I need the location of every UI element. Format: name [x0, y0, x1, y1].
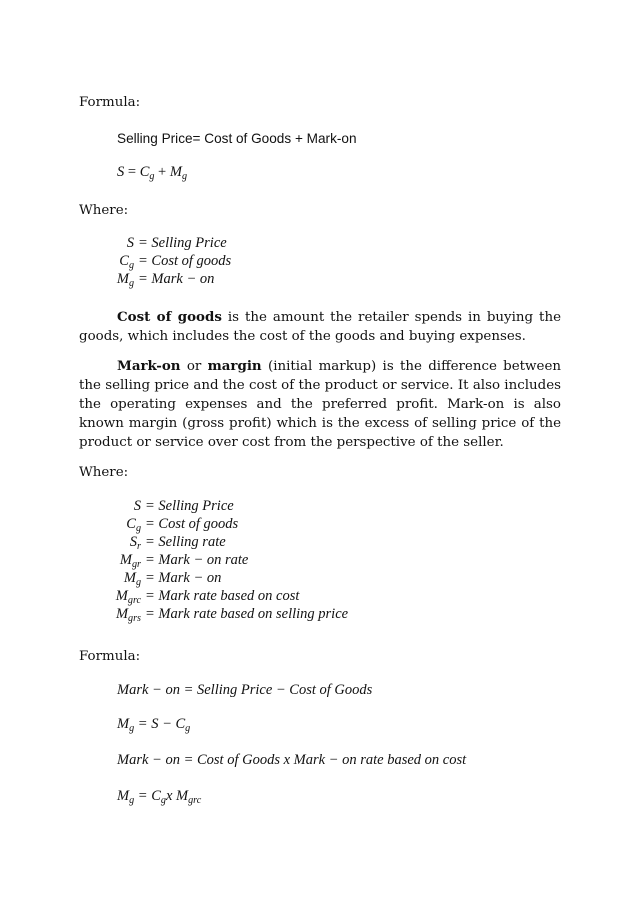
selling-price-equation: $S = C_g + M_g$: [117, 164, 188, 182]
def-symbol: $C_g$: [126, 516, 141, 534]
def-text: = Selling Price: [145, 498, 234, 514]
formula-1: Mark − on = Selling Price − Cost of Goods: [117, 682, 373, 698]
formula-2: $M_g = S - C_g$: [117, 716, 191, 734]
def-row: [0, 253, 134, 271]
def-symbol: S: [133, 498, 141, 514]
formula-3: Mark − on = Cost of Goods x Mark − on rate based on cost: [117, 752, 467, 768]
def-row: [0, 271, 134, 289]
where-label: Where:: [79, 203, 129, 218]
term-markon: Mark-on: [117, 358, 181, 374]
formula-label-2: Formula:: [79, 649, 141, 664]
def-text: = Mark rate based on cost: [145, 588, 300, 604]
def-symbol: $S_r$: [129, 534, 141, 552]
def-text: = Selling rate: [145, 534, 226, 550]
def-text: = Selling Price: [138, 235, 227, 251]
where-label-2: Where:: [79, 465, 129, 480]
def-text: = Mark − on rate: [145, 552, 249, 568]
def-symbol: $M_{gr}$: [119, 552, 141, 570]
formula-label: Formula:: [79, 95, 141, 110]
def-row: [0, 235, 134, 253]
markon-paragraph: Mark-on or margin (initial markup) is the difference between the selling price and the cost of the product or service. It also includes the operating expenses and the preferred profit. Mark-on is also known margin (gross profit) which is the excess of selling price of the product or service over cost from the perspective of the seller.: [79, 358, 561, 450]
def-symbol: $M_g$: [123, 570, 141, 588]
def-text: = Cost of goods: [145, 516, 239, 532]
cost-of-goods-paragraph: Cost of goods is the amount the retailer spends in buying the goods, which includes the cost of the goods and buying expenses.: [79, 309, 561, 344]
def-symbol: $M_{grs}$: [115, 606, 141, 624]
term-cost-of-goods: Cost of goods: [117, 309, 222, 325]
def-symbol: $C_g$: [119, 253, 134, 271]
def-symbol: $M_g$: [116, 271, 134, 289]
def-text: = Cost of goods: [138, 253, 232, 269]
def-symbol: $M_{grc}$: [115, 588, 141, 606]
formula-4: $M_g = C_gx$ $M_{grc}$: [117, 788, 202, 806]
def-text: = Mark rate based on selling price: [145, 606, 349, 622]
def-symbol: S: [126, 235, 134, 251]
def-text: = Mark − on: [138, 271, 215, 287]
selling-price-sentence: Selling Price= Cost of Goods + Mark-on: [117, 131, 357, 146]
term-margin: margin: [207, 358, 262, 374]
def-text: = Mark − on: [145, 570, 222, 586]
